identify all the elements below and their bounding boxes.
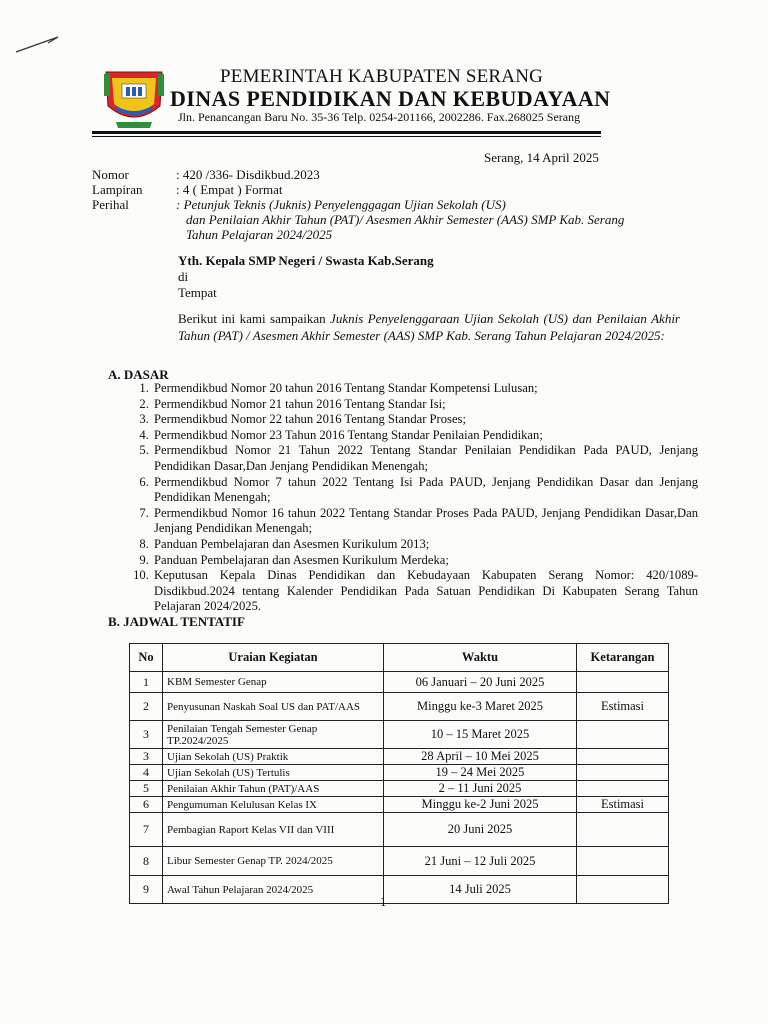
row-no: 2	[130, 693, 163, 721]
row-waktu: 20 Juni 2025	[384, 813, 577, 847]
recipient: Yth. Kepala SMP Negeri / Swasta Kab.Serang	[178, 253, 434, 268]
intro-juknis-title: Juknis Penyelenggaraan Ujian Sekolah (US) dan Penilaian Akhir Tahun (PAT) / Asesmen Akhir Semester (AAS) SMP Kab. Serang Tahun Pelajaran 2024/2025:	[178, 311, 680, 343]
row-waktu: 10 – 15 Maret 2025	[384, 721, 577, 749]
header-rule-thin	[92, 136, 601, 137]
row-waktu: 2 – 11 Juni 2025	[384, 781, 577, 797]
dasar-list	[134, 381, 698, 615]
table-header-row	[130, 644, 669, 672]
row-keterangan: Estimasi	[577, 693, 669, 721]
row-no: 3	[130, 749, 163, 765]
row-kegiatan: Pembagian Raport Kelas VII dan VIII	[163, 813, 384, 847]
table-row	[130, 672, 669, 693]
table-row	[130, 813, 669, 847]
table-row	[130, 847, 669, 876]
row-kegiatan: Ujian Sekolah (US) Tertulis	[163, 765, 384, 781]
row-kegiatan: KBM Semester Genap	[163, 672, 384, 693]
row-keterangan	[577, 749, 669, 765]
row-keterangan	[577, 876, 669, 904]
dasar-item: 10. Keputusan Kepala Dinas Pendidikan dan Kebudayaan Kabupaten Serang Nomor: 420/1089-Disdikbud.2024 tentang Kalender Pendidikan Pada Satuan Pendidikan Di Kabupaten Serang Tahun Pelajaran 2024/2025.	[152, 568, 698, 615]
row-no: 4	[130, 765, 163, 781]
row-no: 6	[130, 797, 163, 813]
nomor-value: : 420 /336- Disdikbud.2023	[176, 167, 320, 182]
row-kegiatan: Penilaian Tengah Semester Genap TP.2024/2025	[163, 721, 384, 749]
table-row	[130, 781, 669, 797]
nomor-label: Nomor	[92, 167, 129, 182]
intro-paragraph	[178, 310, 680, 344]
row-no: 9	[130, 876, 163, 904]
row-waktu: Minggu ke-2 Juni 2025	[384, 797, 577, 813]
table-row	[130, 721, 669, 749]
row-keterangan	[577, 781, 669, 797]
column-header-kegiatan: Uraian Kegiatan	[163, 644, 384, 672]
row-kegiatan: Penyusunan Naskah Soal US dan PAT/AAS	[163, 693, 384, 721]
row-kegiatan: Awal Tahun Pelajaran 2024/2025	[163, 876, 384, 904]
dasar-item: 5. Permendikbud Nomor 21 Tahun 2022 Tentang Standar Penilaian Pendidikan Pada PAUD, Jenjang Pendidikan Dasar,Dan Jenjang Pendidikan Menengah;	[152, 443, 698, 474]
section-dasar-heading: A. DASAR	[108, 367, 169, 382]
dasar-item: 9. Panduan Pembelajaran dan Asesmen Kurikulum Merdeka;	[152, 553, 698, 569]
row-keterangan	[577, 765, 669, 781]
row-waktu: 06 Januari – 20 Juni 2025	[384, 672, 577, 693]
table-row	[130, 749, 669, 765]
row-no: 7	[130, 813, 163, 847]
row-no: 1	[130, 672, 163, 693]
letterhead-office: DINAS PENDIDIKAN DAN KEBUDAYAAN	[170, 86, 611, 111]
intro-lead: Berikut ini kami sampaikan	[178, 311, 331, 326]
row-no: 8	[130, 847, 163, 876]
table-row	[130, 797, 669, 813]
perihal-line3: Tahun Pelajaran 2024/2025	[186, 227, 333, 242]
row-waktu: 14 Juli 2025	[384, 876, 577, 904]
place-date: Serang, 14 April 2025	[484, 150, 599, 165]
row-kegiatan: Pengumuman Kelulusan Kelas IX	[163, 797, 384, 813]
row-waktu: 19 – 24 Mei 2025	[384, 765, 577, 781]
page-number: 1	[380, 894, 387, 909]
letterhead-address: Jln. Penancangan Baru No. 35-36 Telp. 0254-201166, 2002286. Fax.268025 Serang	[178, 110, 581, 124]
column-header-waktu: Waktu	[384, 644, 577, 672]
row-kegiatan: Ujian Sekolah (US) Praktik	[163, 749, 384, 765]
section-jadwal-heading: B. JADWAL TENTATIF	[108, 614, 245, 629]
perihal-line1: : Petunjuk Teknis (Juknis) Penyelenggagan Ujian Sekolah (US)	[176, 197, 506, 212]
jadwal-table	[129, 643, 669, 904]
table-row	[130, 765, 669, 781]
row-keterangan	[577, 847, 669, 876]
row-keterangan	[577, 813, 669, 847]
dasar-item: 2. Permendikbud Nomor 21 tahun 2016 Tentang Standar Isi;	[152, 397, 698, 413]
lampiran-value: : 4 ( Empat ) Format	[176, 182, 283, 197]
dasar-item: 4. Permendikbud Nomor 23 Tahun 2016 Tentang Standar Penilaian Pendidikan;	[152, 428, 698, 444]
row-kegiatan: Penilaian Akhir Tahun (PAT)/AAS	[163, 781, 384, 797]
recipient-place: Tempat	[178, 285, 217, 300]
row-waktu: Minggu ke-3 Maret 2025	[384, 693, 577, 721]
pen-stroke-mark	[14, 34, 60, 54]
header-rule-thick	[92, 131, 601, 134]
perihal-label: Perihal	[92, 197, 129, 212]
row-keterangan	[577, 721, 669, 749]
perihal-line2: dan Penilaian Akhir Tahun (PAT)/ Asesmen Akhir Semester (AAS) SMP Kab. Serang	[186, 212, 625, 227]
table-row	[130, 693, 669, 721]
row-keterangan	[577, 672, 669, 693]
column-header-keterangan: Ketarangan	[577, 644, 669, 672]
recipient-at: di	[178, 269, 189, 284]
letterhead-government: PEMERINTAH KABUPATEN SERANG	[220, 66, 544, 87]
lampiran-label: Lampiran	[92, 182, 143, 197]
table-row	[130, 876, 669, 904]
row-kegiatan: Libur Semester Genap TP. 2024/2025	[163, 847, 384, 876]
row-no: 3	[130, 721, 163, 749]
row-waktu: 21 Juni – 12 Juli 2025	[384, 847, 577, 876]
row-no: 5	[130, 781, 163, 797]
dasar-item: 7. Permendikbud Nomor 16 tahun 2022 Tentang Standar Proses Pada PAUD, Jenjang Pendidikan Dasar,Dan Jenjang Pendidikan Menengah;	[152, 506, 698, 537]
dasar-item: 8. Panduan Pembelajaran dan Asesmen Kurikulum 2013;	[152, 537, 698, 553]
row-waktu: 28 April – 10 Mei 2025	[384, 749, 577, 765]
dasar-item: 1. Permendikbud Nomor 20 tahun 2016 Tentang Standar Kompetensi Lulusan;	[152, 381, 698, 397]
dasar-item: 6. Permendikbud Nomor 7 tahun 2022 Tentang Isi Pada PAUD, Jenjang Pendidikan Dasar dan Jenjang Pendidikan Menengah;	[152, 475, 698, 506]
dasar-item: 3. Permendikbud Nomor 22 tahun 2016 Tentang Standar Proses;	[152, 412, 698, 428]
row-keterangan: Estimasi	[577, 797, 669, 813]
kabupaten-serang-emblem-icon	[102, 66, 166, 130]
column-header-no: No	[130, 644, 163, 672]
